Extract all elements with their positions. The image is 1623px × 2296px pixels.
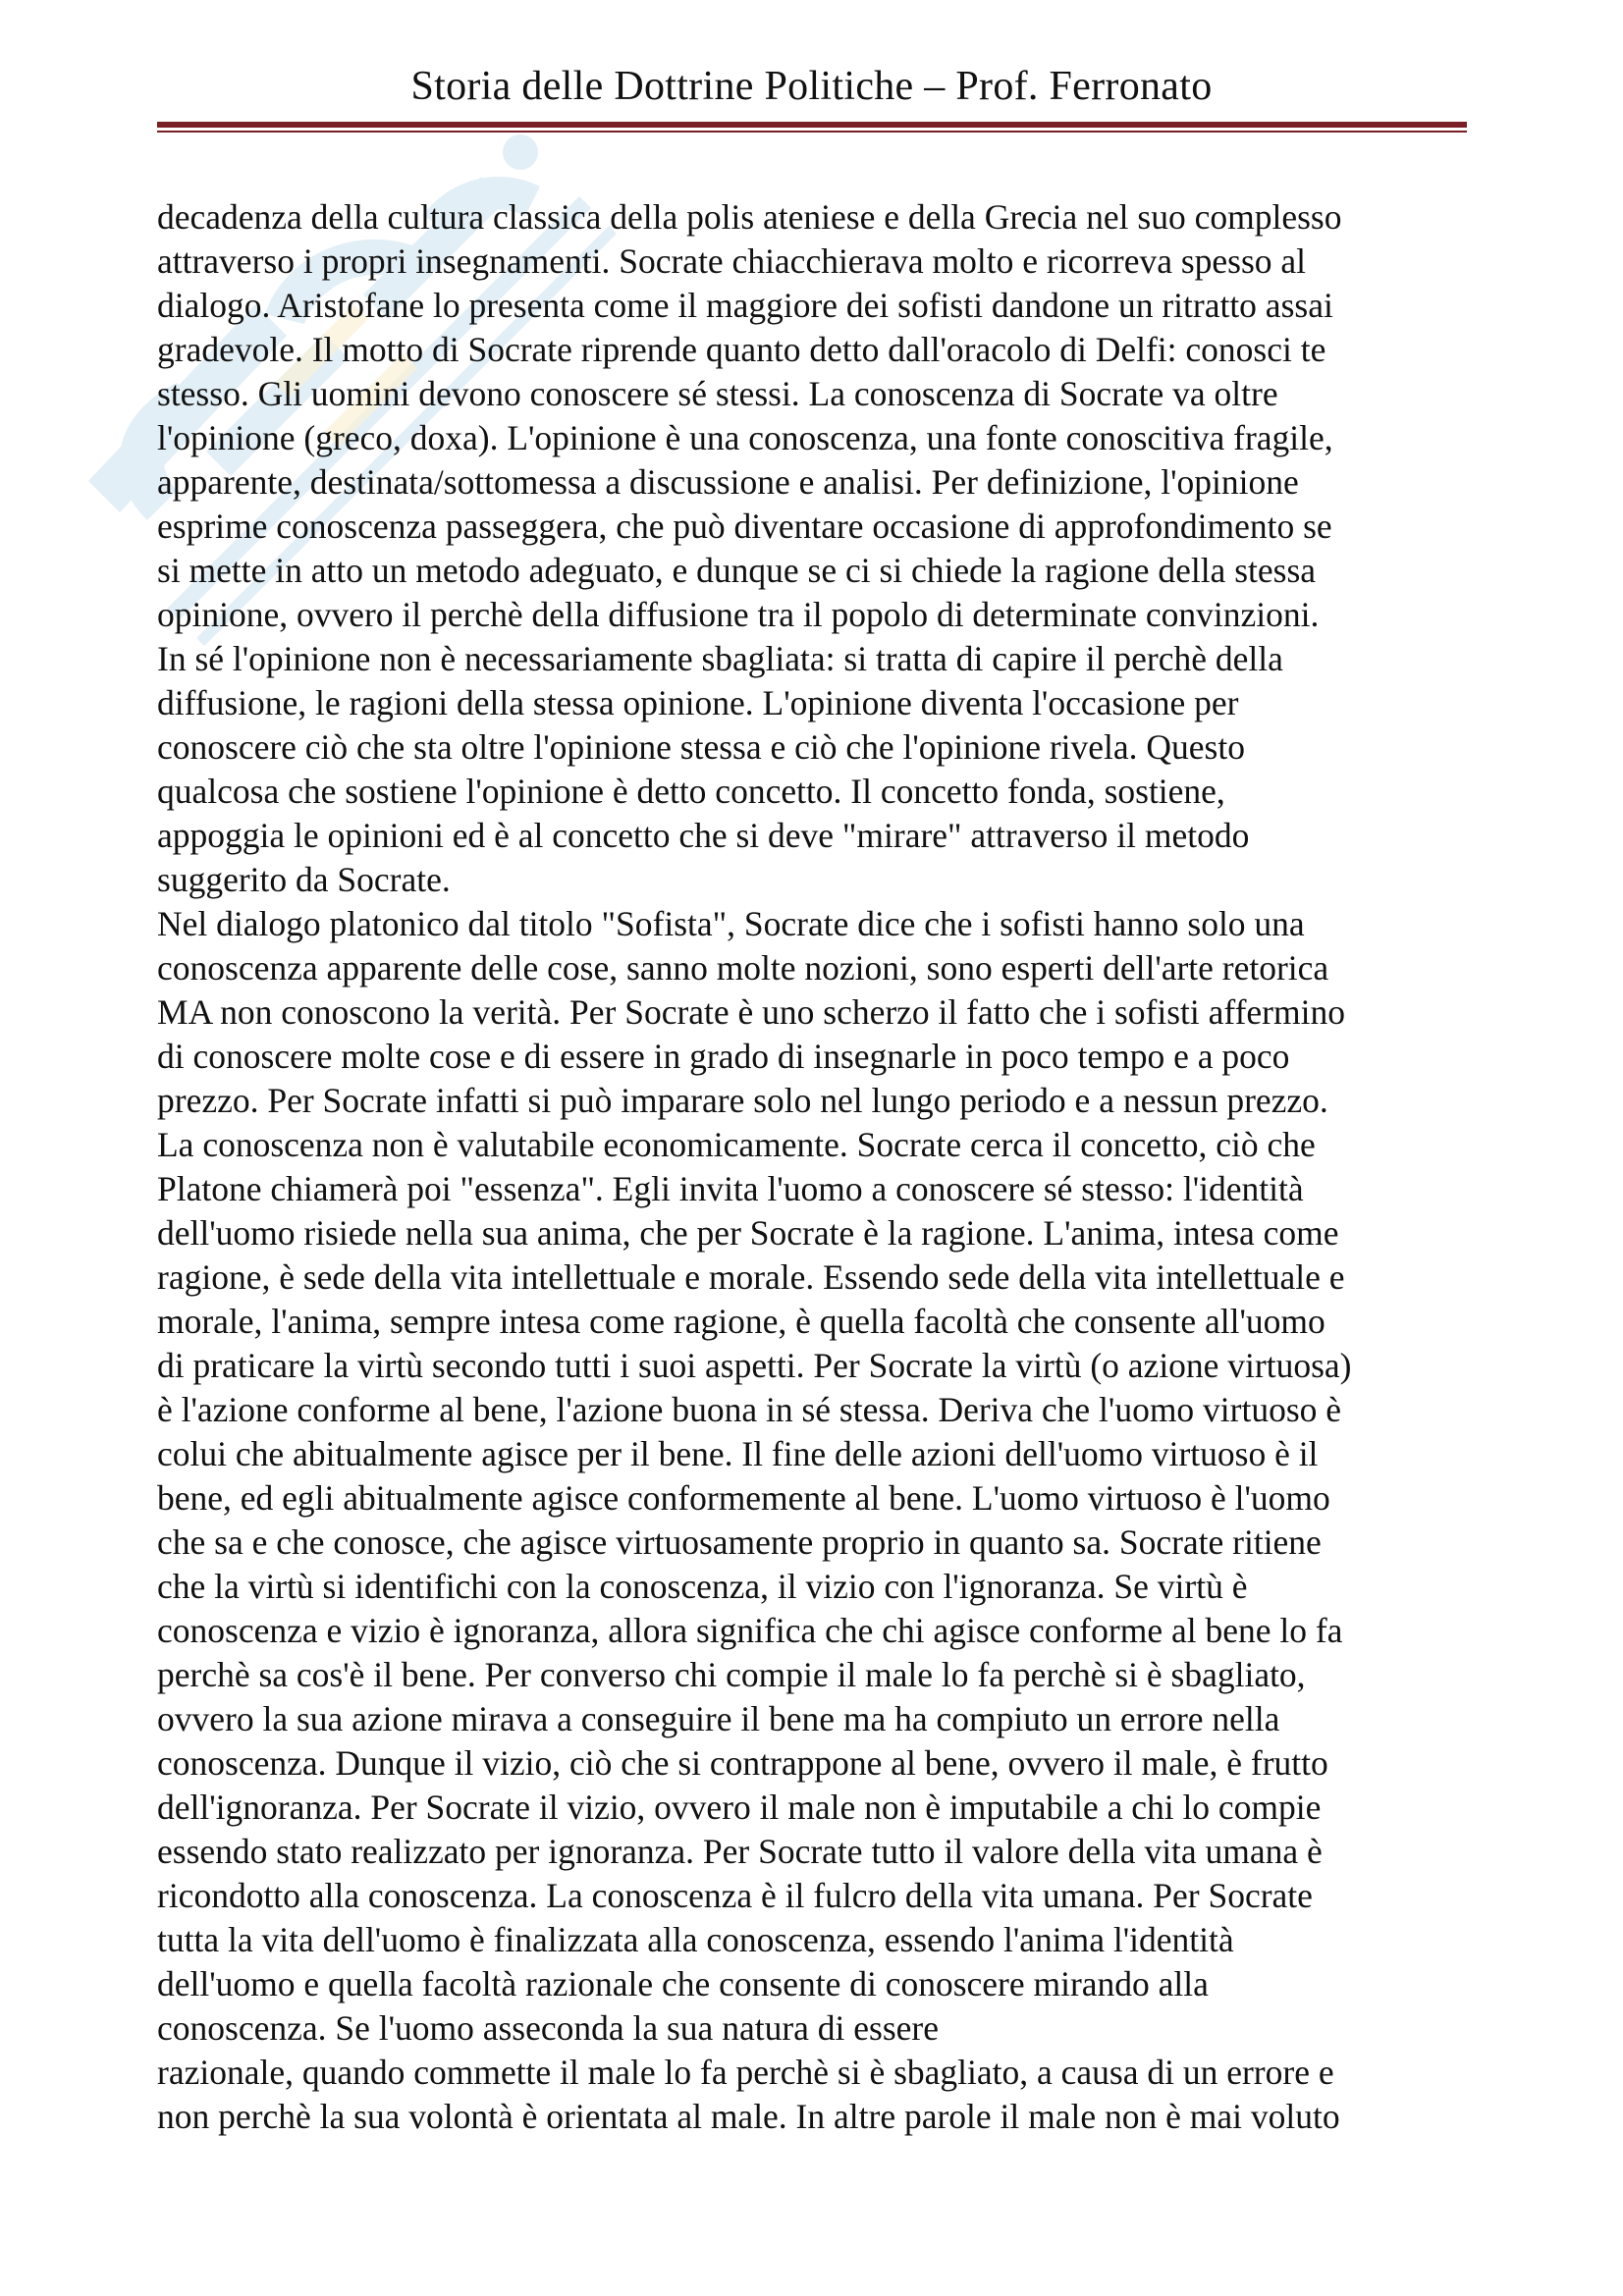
text-line: diffusione, le ragioni della stessa opinione. L'opinione diventa l'occasione per	[157, 683, 1239, 722]
text-line: di conoscere molte cose e di essere in grado di insegnarle in poco tempo e a poco	[157, 1037, 1290, 1076]
text-line: Nel dialogo platonico dal titolo "Sofista", Socrate dice che i sofisti hanno solo una	[157, 904, 1305, 943]
text-line: bene, ed egli abitualmente agisce conformemente al bene. L'uomo virtuoso è l'uomo	[157, 1478, 1330, 1518]
text-line: esprime conoscenza passeggera, che può diventare occasione di approfondimento se	[157, 507, 1332, 546]
page-header-title: Storia delle Dottrine Politiche – Prof. Ferronato	[410, 64, 1213, 109]
header-rule-thin	[157, 131, 1467, 133]
text-line: apparente, destinata/sottomessa a discussione e analisi. Per definizione, l'opinione	[157, 462, 1299, 502]
text-line: conoscenza. Dunque il vizio, ciò che si contrappone al bene, ovvero il male, è frutto	[157, 1743, 1328, 1783]
text-line: dell'ignoranza. Per Socrate il vizio, ovvero il male non è imputabile a chi lo compie	[157, 1788, 1322, 1827]
text-line: dialogo. Aristofane lo presenta come il maggiore dei sofisti dandone un ritratto assai	[157, 286, 1333, 325]
text-line: essendo stato realizzato per ignoranza. Per Socrate tutto il valore della vita umana è	[157, 1832, 1323, 1871]
text-line: ovvero la sua azione mirava a conseguire il bene ma ha compiuto un errore nella	[157, 1699, 1280, 1738]
text-line: dell'uomo e quella facoltà razionale che consente di conoscere mirando alla	[157, 1964, 1209, 2003]
text-line: si mette in atto un metodo adeguato, e dunque se ci si chiede la ragione della stessa	[157, 551, 1317, 590]
text-line: colui che abitualmente agisce per il bene. Il fine delle azioni dell'uomo virtuoso è il	[157, 1434, 1319, 1473]
body-text	[157, 195, 1473, 2139]
text-line: perchè sa cos'è il bene. Per converso chi compie il male lo fa perchè si è sbagliato,	[157, 1655, 1306, 1694]
text-line: decadenza della cultura classica della polis ateniese e della Grecia nel suo complesso	[157, 197, 1342, 237]
text-line: l'opinione (greco, doxa). L'opinione è una conoscenza, una fonte conoscitiva fragile,	[157, 418, 1333, 457]
text-line: Platone chiamerà poi "essenza". Egli invita l'uomo a conoscere sé stesso: l'identità	[157, 1169, 1304, 1208]
text-line: appoggia le opinioni ed è al concetto che si deve "mirare" attraverso il metodo	[157, 816, 1250, 855]
text-line: opinione, ovvero il perchè della diffusione tra il popolo di determinate convinzioni.	[157, 595, 1320, 634]
text-line: ricondotto alla conoscenza. La conoscenza è il fulcro della vita umana. Per Socrate	[157, 1876, 1313, 1915]
text-line: morale, l'anima, sempre intesa come ragione, è quella facoltà che consente all'uomo	[157, 1302, 1325, 1341]
text-line: MA non conoscono la verità. Per Socrate è uno scherzo il fatto che i sofisti affermino	[157, 992, 1345, 1032]
text-line: conoscenza e vizio è ignoranza, allora significa che chi agisce conforme al bene lo fa	[157, 1611, 1343, 1650]
text-line: La conoscenza non è valutabile economicamente. Socrate cerca il concetto, ciò che	[157, 1125, 1316, 1164]
text-line: dell'uomo risiede nella sua anima, che per Socrate è la ragione. L'anima, intesa come	[157, 1213, 1339, 1253]
text-line: di praticare la virtù secondo tutti i suoi aspetti. Per Socrate la virtù (o azione virtuosa)	[157, 1346, 1352, 1385]
text-line: che sa e che conosce, che agisce virtuosamente proprio in quanto sa. Socrate ritiene	[157, 1522, 1322, 1562]
header-rule-thick	[157, 122, 1467, 128]
text-line: suggerito da Socrate.	[157, 860, 451, 899]
text-line: conoscere ciò che sta oltre l'opinione stessa e ciò che l'opinione rivela. Questo	[157, 727, 1245, 767]
text-line: gradevole. Il motto di Socrate riprende quanto detto dall'oracolo di Delfi: conosci te	[157, 330, 1326, 369]
text-line: razionale, quando commette il male lo fa perchè si è sbagliato, a causa di un errore e	[157, 2053, 1334, 2092]
text-line: è l'azione conforme al bene, l'azione buona in sé stessa. Deriva che l'uomo virtuoso è	[157, 1390, 1342, 1429]
text-line: stesso. Gli uomini devono conoscere sé stessi. La conoscenza di Socrate va oltre	[157, 374, 1278, 413]
text-line: attraverso i propri insegnamenti. Socrate chiacchierava molto e ricorreva spesso al	[157, 241, 1307, 281]
text-line: In sé l'opinione non è necessariamente sbagliata: si tratta di capire il perchè della	[157, 639, 1283, 678]
text-line: conoscenza apparente delle cose, sanno molte nozioni, sono esperti dell'arte retorica	[157, 948, 1329, 988]
text-line: tutta la vita dell'uomo è finalizzata alla conoscenza, essendo l'anima l'identità	[157, 1920, 1234, 1959]
text-line: prezzo. Per Socrate infatti si può imparare solo nel lungo periodo e a nessun prezzo.	[157, 1081, 1328, 1120]
text-line: ragione, è sede della vita intellettuale e morale. Essendo sede della vita intellettuale e	[157, 1257, 1345, 1297]
text-line: non perchè la sua volontà è orientata al male. In altre parole il male non è mai voluto	[157, 2097, 1340, 2136]
text-line: conoscenza. Se l'uomo asseconda la sua natura di essere	[157, 2008, 939, 2048]
text-line: qualcosa che sostiene l'opinione è detto concetto. Il concetto fonda, sostiene,	[157, 772, 1225, 811]
text-line: che la virtù si identifichi con la conoscenza, il vizio con l'ignoranza. Se virtù è	[157, 1567, 1248, 1606]
